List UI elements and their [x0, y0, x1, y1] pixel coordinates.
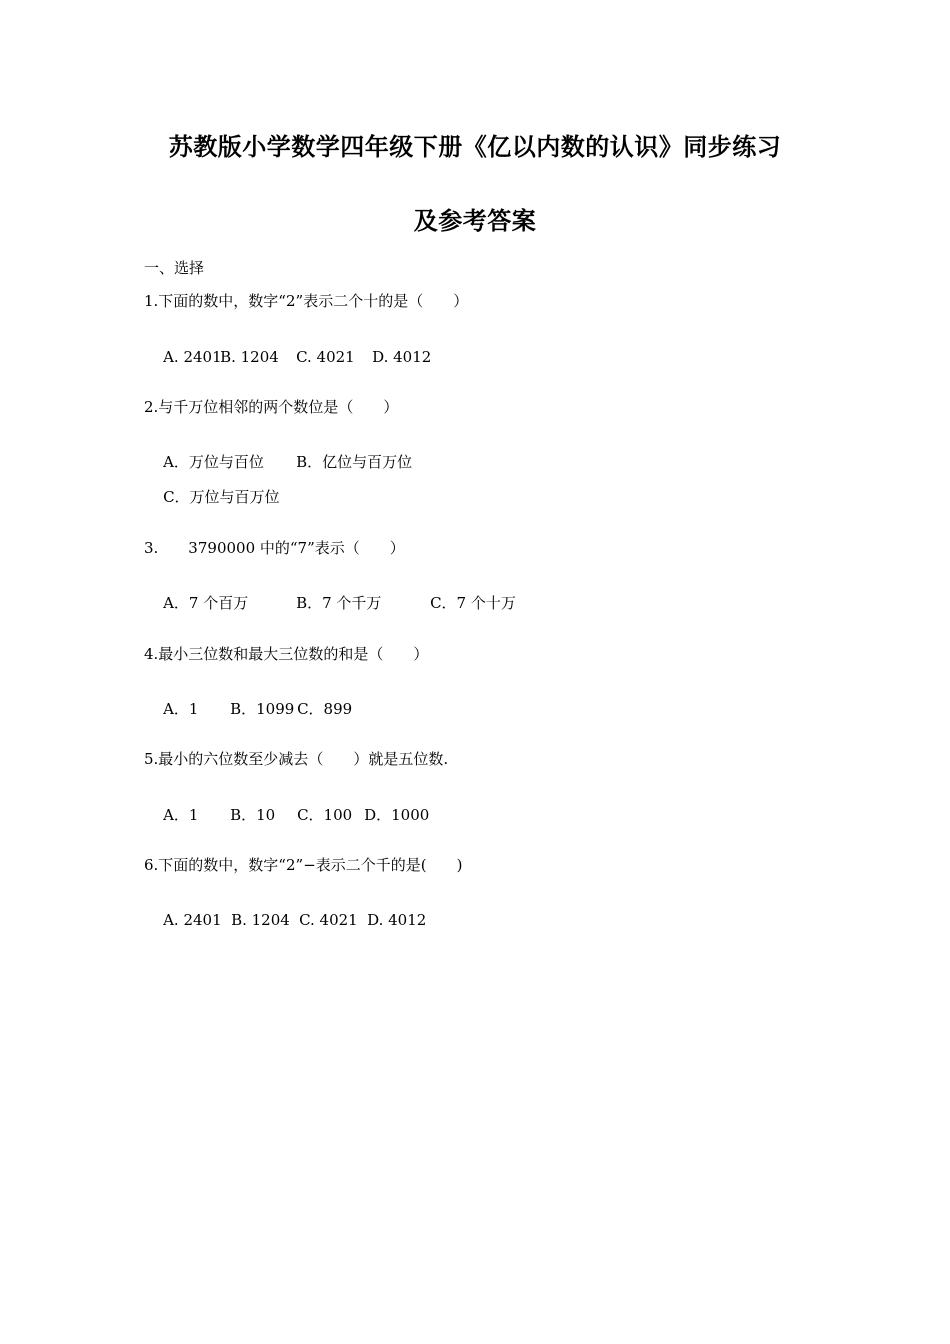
question-1-option-a: A. 2401	[163, 348, 222, 366]
question-3-options	[144, 573, 516, 633]
question-6-option-c: C. 4021	[299, 911, 358, 929]
question-1-option-c: C. 4021	[296, 348, 355, 366]
question-3-option-a: A．7 个百万	[163, 594, 249, 612]
question-6-option-b: B. 1204	[231, 911, 290, 929]
question-5-options	[144, 785, 429, 845]
question-2-option-b: B．亿位与百万位	[296, 453, 413, 471]
question-4-option-c: C．899	[297, 700, 353, 718]
question-6-option-d: D. 4012	[367, 911, 427, 929]
question-1-option-d: D. 4012	[372, 348, 432, 366]
question-1-options	[144, 327, 431, 387]
document-title-line-1: 苏教版小学数学四年级下册《亿以内数的认识》同步练习	[168, 133, 782, 161]
question-5-option-c: C．100	[297, 806, 353, 824]
question-2-stem: 2.与千万位相邻的两个数位是（ ）	[144, 398, 399, 416]
question-6-stem: 6.下面的数中，数字“2”−表示二个千的是( )	[144, 856, 463, 874]
question-5-option-d: D．1000	[364, 806, 430, 824]
question-5-stem: 5.最小的六位数至少减去（ ）就是五位数.	[144, 750, 449, 768]
question-6-options	[144, 890, 426, 950]
question-5-option-a: A．1	[163, 806, 199, 824]
question-2-option-c: C．万位与百万位	[163, 488, 280, 506]
question-3-stem: 3. 3790000 中的“7”表示（ ）	[144, 539, 405, 557]
question-1-option-b: B. 1204	[220, 348, 279, 366]
question-1-stem: 1.下面的数中，数字“2”表示二个十的是（ ）	[144, 292, 469, 310]
question-2-options-row-2	[144, 467, 280, 527]
document-title-line-2: 及参考答案	[413, 207, 537, 235]
question-5-option-b: B．10	[230, 806, 276, 824]
question-3-option-c: C．7 个十万	[430, 594, 516, 612]
question-3-option-b: B．7 个千万	[296, 594, 382, 612]
question-6-option-a: A. 2401	[163, 911, 222, 929]
question-4-option-b: B．1099	[230, 700, 295, 718]
question-2-option-a: A．万位与百位	[163, 453, 264, 471]
question-4-options	[144, 679, 352, 739]
question-4-stem: 4.最小三位数和最大三位数的和是（ ）	[144, 645, 429, 663]
section-heading: 一、选择	[144, 259, 205, 277]
question-4-option-a: A．1	[163, 700, 199, 718]
